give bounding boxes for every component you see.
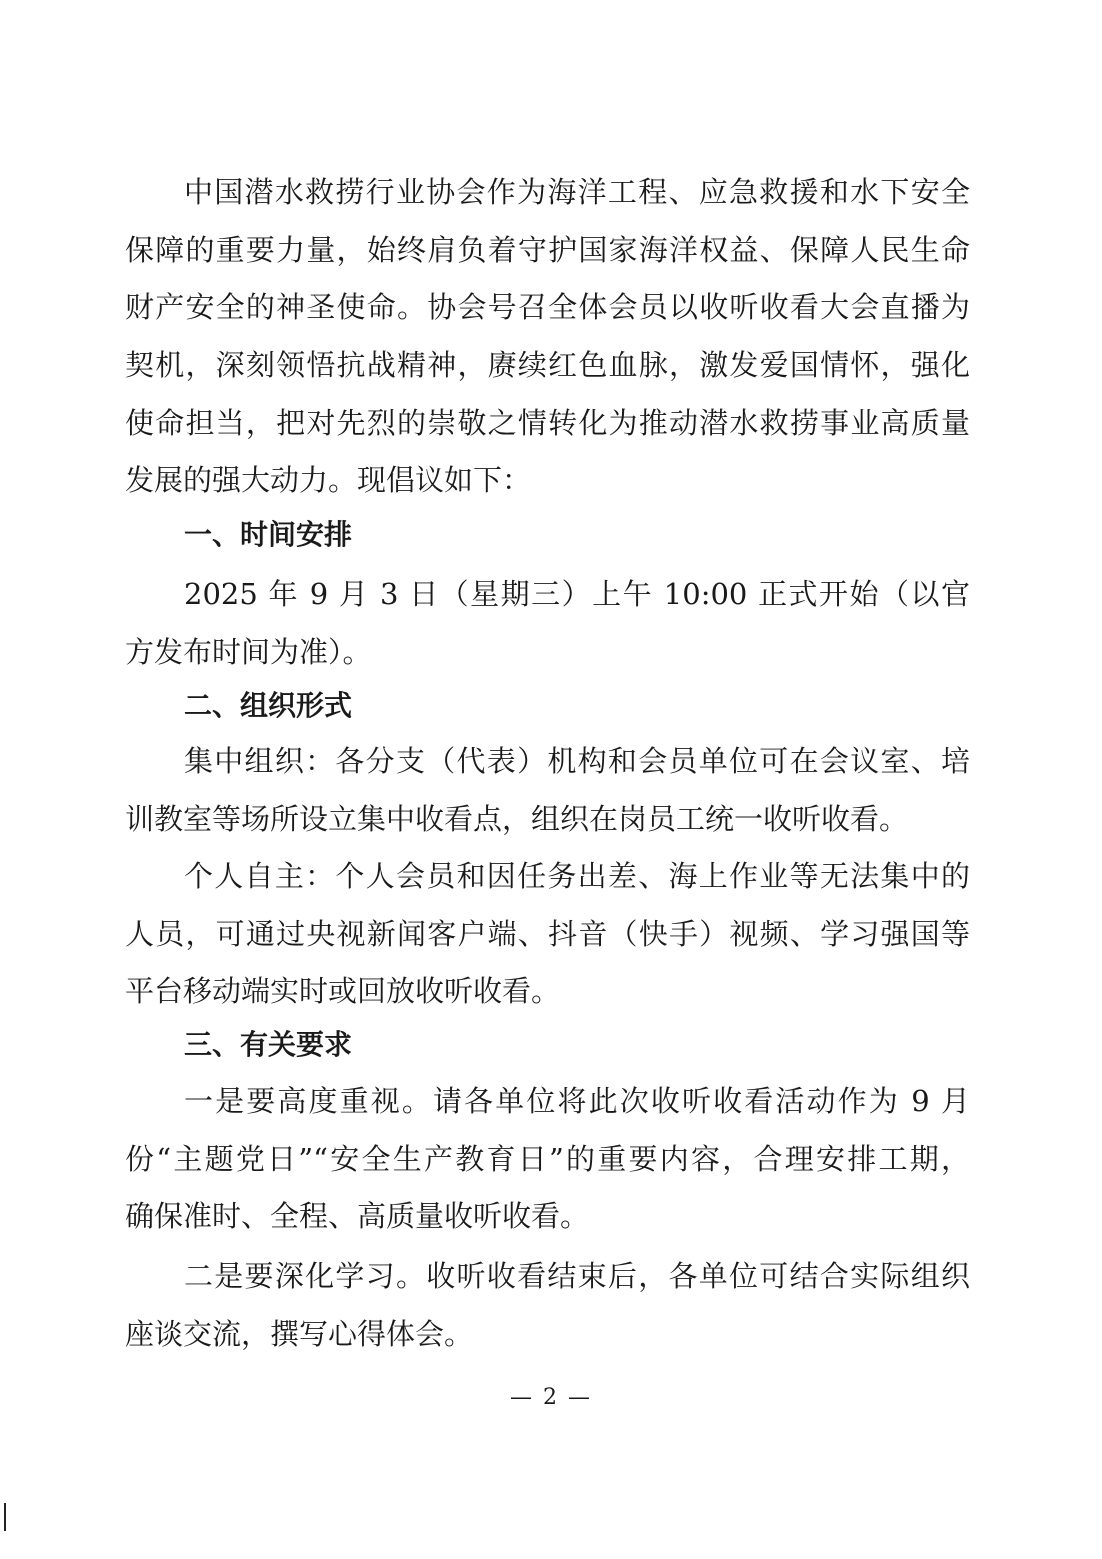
paragraph-requirement-1-line-1: 一是要高度重视。请各单位将此次收听收看活动作为 9 月 [184, 1084, 970, 1118]
paragraph-intro-line-6: 发展的强大动力。现倡议如下： [125, 463, 532, 497]
paragraph-individual-line-1: 个人自主：个人会员和因任务出差、海上作业等无法集中的 [184, 859, 970, 893]
paragraph-individual-line-3: 平台移动端实时或回放收听收看。 [125, 974, 561, 1008]
page-number: — 2 — [510, 1385, 592, 1410]
section-heading-schedule: 一、时间安排 [184, 518, 353, 551]
paragraph-requirement-1-line-3: 确保准时、全程、高质量收听收看。 [125, 1199, 590, 1233]
paragraph-centralized-line-2: 训教室等场所设立集中收看点，组织在岗员工统一收听收看。 [125, 802, 909, 836]
section-heading-requirements: 三、有关要求 [184, 1028, 353, 1061]
paragraph-requirement-2-line-1: 二是要深化学习。收听收看结束后，各单位可结合实际组织 [184, 1259, 970, 1293]
paragraph-schedule-line-2: 方发布时间为准）。 [125, 635, 372, 669]
section-heading-format: 二、组织形式 [184, 689, 353, 722]
paragraph-intro-line-3: 财产安全的神圣使命。协会号召全体会员以收听收看大会直播为 [125, 290, 970, 324]
paragraph-intro-line-2: 保障的重要力量，始终肩负着守护国家海洋权益、保障人民生命 [125, 233, 970, 267]
paragraph-intro-line-5: 使命担当，把对先烈的崇敬之情转化为推动潜水救捞事业高质量 [125, 406, 970, 440]
paragraph-schedule-line-1: 2025 年 9 月 3 日（星期三）上午 10:00 正式开始（以官 [184, 577, 970, 611]
paragraph-intro-line-1: 中国潜水救捞行业协会作为海洋工程、应急救援和水下安全 [184, 175, 970, 209]
paragraph-individual-line-2: 人员，可通过央视新闻客户端、抖音（快手）视频、学习强国等 [125, 917, 970, 951]
paragraph-requirement-1-line-2: 份“主题党日”“安全生产教育日”的重要内容，合理安排工期， [125, 1142, 970, 1176]
paragraph-centralized-line-1: 集中组织：各分支（代表）机构和会员单位可在会议室、培 [184, 744, 970, 778]
paragraph-requirement-2-line-2: 座谈交流，撰写心得体会。 [125, 1317, 474, 1351]
scan-edge-mark [4, 1503, 6, 1531]
paragraph-intro-line-4: 契机，深刻领悟抗战精神，赓续红色血脉，激发爱国情怀，强化 [125, 348, 970, 382]
